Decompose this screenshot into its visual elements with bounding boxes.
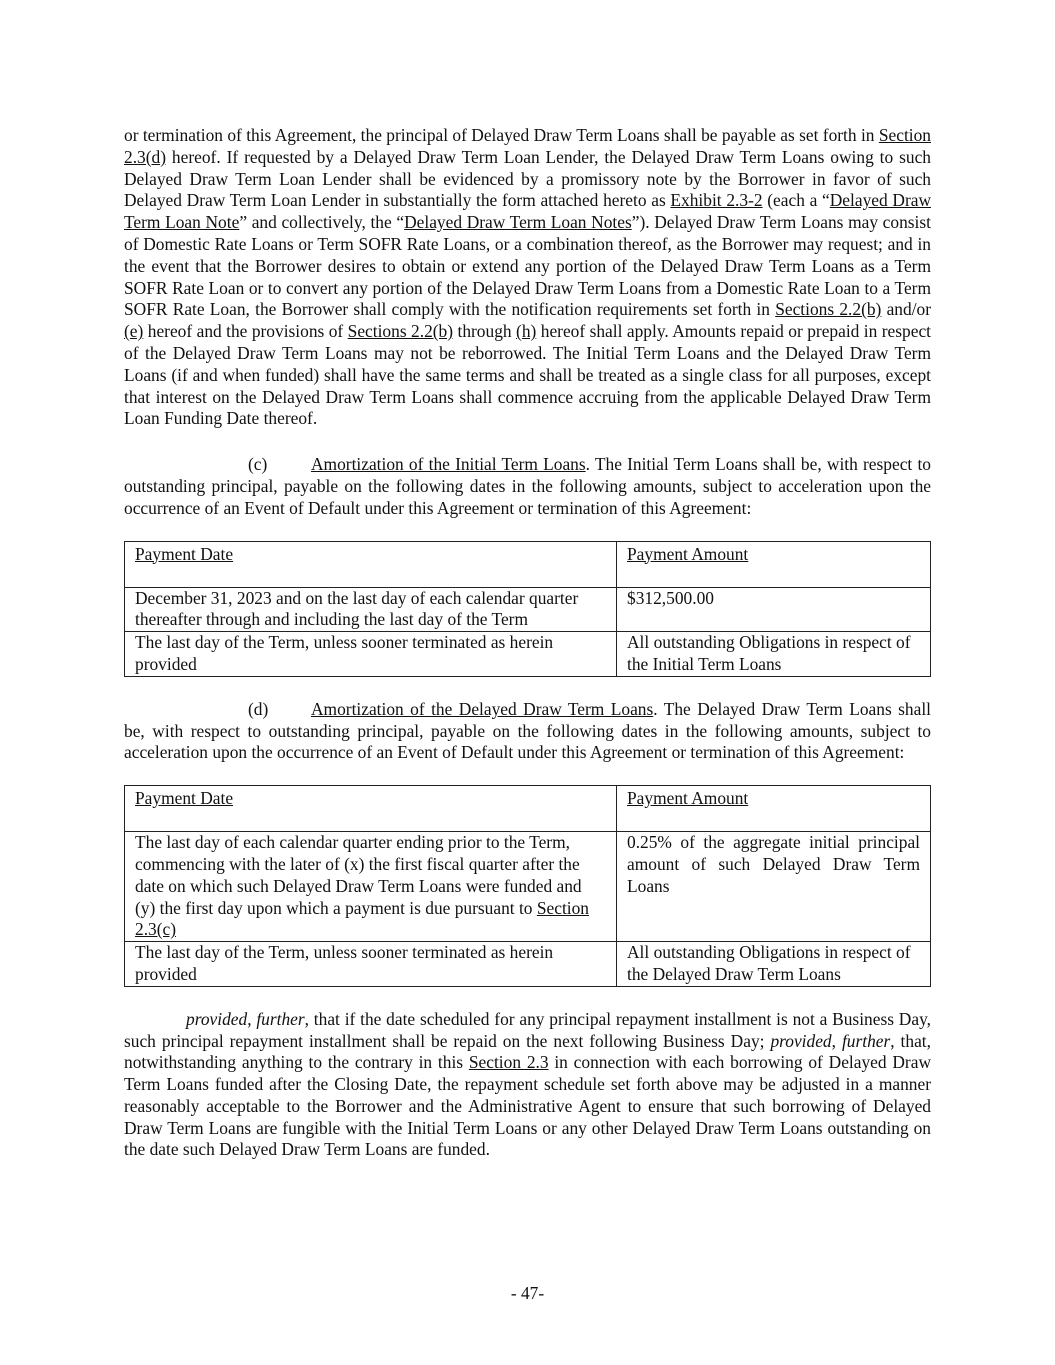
section-reference: Section 2.3: [468, 1052, 549, 1073]
text-run: hereof. If requested by a Delayed Draw Term Loan Lender, the Delayed Draw Term Loans owing to such Delayed Draw Term Loan Lender shall be evidenced by a promissory note by the Borrower in favor of such Delayed Draw Term Loan Lender in substantially the form attached hereto as: [124, 146, 931, 211]
text-run: (each a “: [762, 190, 830, 211]
header-cell: [125, 786, 617, 832]
table-row: [125, 632, 931, 677]
text-run: ”). Delayed Draw Term Loans may consist of Domestic Rate Loans or Term SOFR Rate Loans, or a combination thereof, as the Borrower may request; and in the event that the Borrower desires to obtain or extend any portion of the Delayed Draw Term Loans as a Term SOFR Rate Loan or to convert any portion of the Delayed Draw Term Loans from a Domestic Rate Loan to a Term SOFR Rate Loan, the Borrower shall comply with the notification requirements set forth in: [124, 212, 931, 320]
column-header-payment-date: Payment Date: [135, 788, 234, 809]
text-run: hereof and the provisions of: [143, 321, 348, 342]
header-cell: [617, 541, 931, 587]
paragraph-delayed-draw-notes: [124, 125, 931, 430]
section-c-paragraph: [124, 454, 931, 519]
section-d-paragraph: [124, 699, 931, 764]
payment-amount-cell: $312,500.00: [617, 587, 931, 632]
section-reference: (h): [516, 321, 537, 342]
text-run: and/or: [881, 299, 932, 320]
section-reference: Sections 2.2(b): [347, 321, 454, 342]
document-page: [124, 125, 931, 1161]
section-heading: Amortization of the Delayed Draw Term Loans: [311, 698, 654, 719]
table-header-row: [125, 786, 931, 832]
payment-date-cell: [125, 832, 617, 942]
payment-date-cell: The last day of the Term, unless sooner terminated as herein provided: [125, 632, 617, 677]
italic-term: further: [256, 1008, 305, 1029]
italic-term: provided: [186, 1008, 248, 1029]
italic-term: further: [841, 1030, 891, 1051]
defined-term: Delayed Draw Term Loan Notes: [404, 212, 632, 233]
column-header-payment-amount: Payment Amount: [627, 788, 749, 809]
defined-term: Delayed Draw Term Loan Note: [124, 190, 932, 233]
payment-amount-cell: All outstanding Obligations in respect of the Initial Term Loans: [617, 632, 931, 677]
text-run: , that if the date scheduled for any principal repayment installment is not a Business Day, such principal repayment installment shall be repaid on the next following Business Day;: [124, 1008, 931, 1051]
text-run: . The Delayed Draw Term Loans shall be, with respect to outstanding principal, payable on the following dates in the following amounts, subject to acceleration upon the occurrence of an Event of Default under this Agreement or termination of this Agreement:: [124, 698, 931, 763]
page-number: - 47-: [510, 1283, 545, 1303]
section-heading: Amortization of the Initial Term Loans: [311, 454, 586, 475]
text-run: hereof shall apply. Amounts repaid or prepaid in respect of the Delayed Draw Term Loans may not be reborrowed. The Initial Term Loans and the Delayed Draw Term Loans (if and when funded) shall have the same terms and shall be treated as a single class for all purposes, except that interest on the Delayed Draw Term Loans shall commence accruing from the applicable Delayed Draw Term Loan Funding Date thereof.: [124, 321, 932, 429]
section-reference: Section 2.3(d): [124, 125, 931, 167]
table-row: [125, 832, 931, 942]
column-header-payment-date: Payment Date: [135, 543, 234, 564]
text-run: , that, notwithstanding anything to the contrary in this: [124, 1030, 931, 1073]
header-cell: [125, 541, 617, 587]
text-run: or termination of this Agreement, the principal of Delayed Draw Term Loans shall be payable as set forth in: [124, 125, 879, 145]
text-run: . The Initial Term Loans shall be, with respect to outstanding principal, payable on the following dates in the following amounts, subject to acceleration upon the occurrence of an Event of Default under this Agreement or termination of this Agreement:: [124, 454, 931, 518]
initial-term-loans-schedule-table: [124, 541, 931, 677]
payment-amount-cell: All outstanding Obligations in respect of the Delayed Draw Term Loans: [617, 942, 931, 987]
delayed-draw-term-loans-schedule-table: [124, 785, 931, 987]
header-cell: [617, 786, 931, 832]
payment-date-cell: The last day of the Term, unless sooner terminated as herein provided: [125, 942, 617, 987]
text-run: ,: [831, 1030, 842, 1051]
text-run: The last day of each calendar quarter ending prior to the Term, commencing with the later of (x) the first fiscal quarter after the date on which such Delayed Draw Term Loans were funded and (y) the first day upon which a payment is due pursuant to: [135, 832, 582, 918]
payment-date-cell: December 31, 2023 and on the last day of each calendar quarter thereafter through and including the last day of the Term: [125, 587, 617, 632]
section-label: (d): [248, 698, 269, 719]
text-run: in connection with each borrowing of Delayed Draw Term Loans funded after the Closing Date, the repayment schedule set forth above may be adjusted in a manner reasonably acceptable to the Borrower and the Administrative Agent to ensure that such borrowing of Delayed Draw Term Loans are fungible with the Initial Term Loans or any other Delayed Draw Term Loans outstanding on the date such Delayed Draw Term Loans are funded.: [124, 1052, 932, 1160]
section-label: (c): [248, 454, 268, 475]
italic-term: provided: [770, 1030, 832, 1051]
table-row: [125, 587, 931, 632]
proviso-paragraph: [124, 1009, 931, 1162]
section-reference: (e): [124, 321, 144, 342]
text-run: ,: [247, 1008, 257, 1029]
exhibit-reference: Exhibit 2.3-2: [670, 190, 763, 211]
table-row: [125, 942, 931, 987]
column-header-payment-amount: Payment Amount: [627, 543, 749, 564]
payment-amount-cell: 0.25% of the aggregate initial principal amount of such Delayed Draw Term Loans: [617, 832, 931, 942]
text-run: ” and collectively, the “: [239, 212, 405, 233]
section-reference: Section 2.3(c): [135, 897, 589, 940]
text-run: through: [453, 321, 517, 342]
table-header-row: [125, 541, 931, 587]
section-reference: Sections 2.2(b): [775, 299, 882, 320]
